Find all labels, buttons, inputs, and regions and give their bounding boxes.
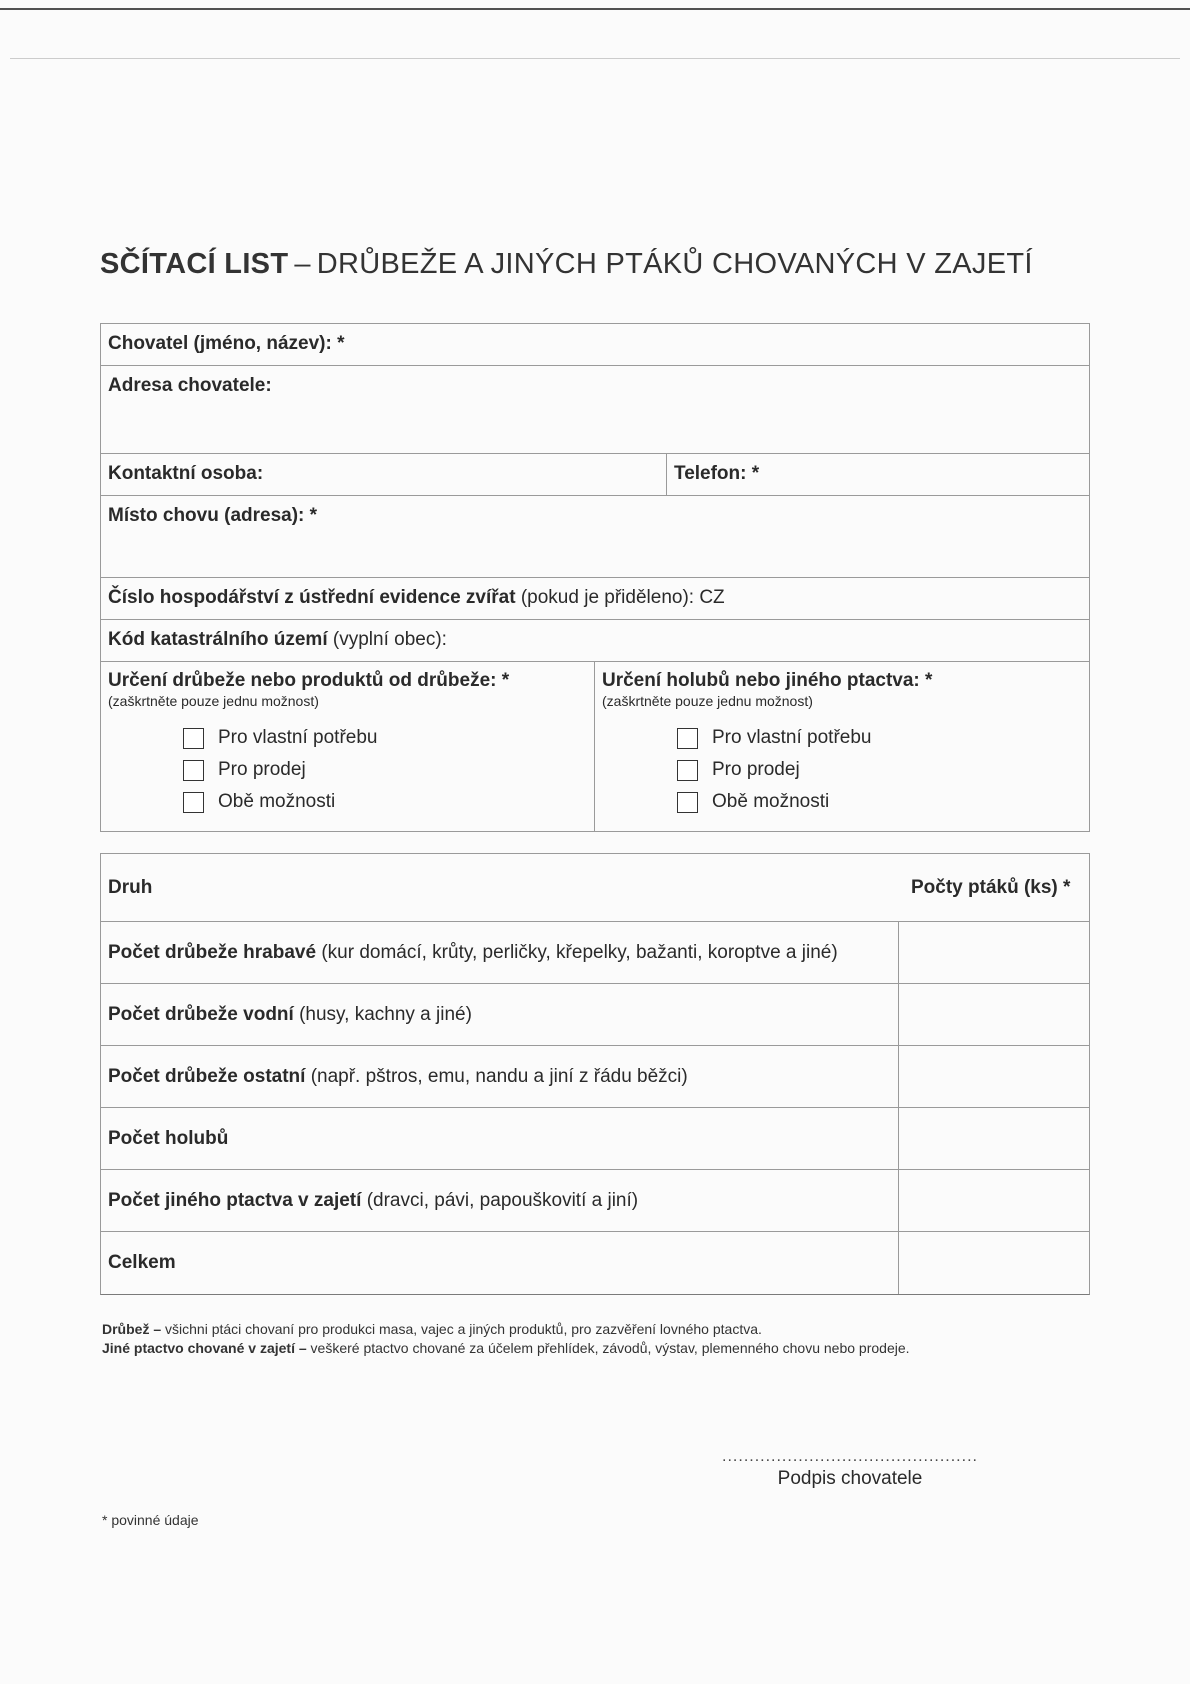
row-label-rest: (dravci, pávi, papouškovití a jiní) [366, 1189, 639, 1211]
table-row [101, 1108, 1089, 1170]
header-pocty: Počty ptáků (ks) * [911, 876, 1071, 898]
row-label-rest: (kur domácí, krůty, perličky, křepelky, bažanti, koroptve a jiné) [321, 941, 838, 963]
cislo-label-bold: Číslo hospodářství z ústřední evidence zvířat [108, 587, 516, 608]
holder-form [100, 323, 1090, 832]
row-chovatel[interactable] [101, 324, 1089, 366]
row-kod-katastru[interactable] [101, 620, 1089, 662]
telefon-label: Telefon: * [674, 463, 760, 484]
kod-label-rest: (vyplní obec): [332, 629, 447, 650]
choice-poultry-question: Určení drůbeže nebo produktů od drůbeže: * [108, 670, 510, 691]
kontakt-label: Kontaktní osoba: [108, 463, 264, 484]
count-cell[interactable] [899, 1108, 1089, 1169]
telefon-field[interactable] [667, 454, 1089, 495]
header-druh: Druh [108, 876, 153, 898]
table-row [101, 1170, 1089, 1232]
note-drubez-term: Drůbež – [102, 1321, 162, 1337]
signature-block [700, 1448, 1000, 1490]
checkbox[interactable] [677, 760, 698, 781]
adresa-label: Adresa chovatele: [108, 375, 272, 396]
note-jine-ptactvo [102, 1339, 910, 1358]
option-label: Obě možnosti [218, 791, 336, 812]
row-adresa[interactable] [101, 366, 1089, 454]
row-kontakt-telefon [101, 454, 1089, 496]
table-row [101, 984, 1089, 1046]
kod-label-bold: Kód katastrálního území [108, 629, 328, 650]
row-cislo-hospodarstvi[interactable] [101, 578, 1089, 620]
signature-label: Podpis chovatele [777, 1468, 923, 1489]
cislo-label-rest: (pokud je přiděleno): CZ [520, 587, 725, 608]
count-cell[interactable] [899, 1170, 1089, 1231]
row-label-bold: Počet holubů [108, 1127, 229, 1149]
checkbox[interactable] [677, 792, 698, 813]
row-label-bold: Počet drůbeže ostatní [108, 1065, 306, 1087]
page-title [100, 248, 1033, 281]
total-cell[interactable] [899, 1232, 1089, 1294]
note-drubez-text: všichni ptáci chovaní pro produkci masa, vajec a jiných produktů, pro zazvěření lovného ptactva. [165, 1321, 762, 1337]
chovatel-label: Chovatel (jméno, název): * [108, 333, 345, 354]
row-misto[interactable] [101, 496, 1089, 578]
count-cell[interactable] [899, 984, 1089, 1045]
definitions-notes [102, 1320, 910, 1358]
scan-edge-line-faint [10, 58, 1180, 59]
row-label-rest: (husy, kachny a jiné) [299, 1003, 472, 1025]
pigeon-option[interactable] [677, 754, 1082, 786]
table-row [101, 1046, 1089, 1108]
row-label-bold: Celkem [108, 1252, 176, 1273]
table-header [101, 854, 1089, 922]
choice-pigeons [595, 662, 1089, 831]
choice-pigeons-question: Určení holubů nebo jiného ptactva: * [602, 670, 933, 691]
choice-poultry [101, 662, 595, 831]
pigeon-option[interactable] [677, 786, 1082, 818]
title-bold: SČÍTACÍ LIST [100, 248, 289, 280]
table-row-total [101, 1232, 1089, 1294]
checkbox[interactable] [183, 760, 204, 781]
choice-poultry-hint: (zaškrtněte pouze jednu možnost) [108, 693, 319, 709]
checkbox[interactable] [183, 792, 204, 813]
kontakt-field[interactable] [101, 454, 667, 495]
misto-label: Místo chovu (adresa): * [108, 505, 318, 526]
signature-line[interactable]: ............................................... [722, 1448, 978, 1465]
poultry-option[interactable] [183, 786, 587, 818]
option-label: Obě možnosti [712, 791, 830, 812]
count-cell[interactable] [899, 922, 1089, 983]
checkbox[interactable] [677, 728, 698, 749]
option-label: Pro prodej [218, 759, 306, 780]
row-label-rest: (např. pštros, emu, nandu a jiní z řádu běžci) [310, 1065, 688, 1087]
poultry-option[interactable] [183, 722, 587, 754]
choice-pigeons-hint: (zaškrtněte pouze jednu možnost) [602, 693, 813, 709]
option-label: Pro vlastní potřebu [712, 727, 872, 748]
option-label: Pro vlastní potřebu [218, 727, 378, 748]
note-drubez [102, 1320, 910, 1339]
row-label-bold: Počet jiného ptactva v zajetí [108, 1189, 362, 1211]
row-label-bold: Počet drůbeže vodní [108, 1003, 294, 1025]
count-cell[interactable] [899, 1046, 1089, 1107]
option-label: Pro prodej [712, 759, 800, 780]
title-rest: DRŮBEŽE A JINÝCH PTÁKŮ CHOVANÝCH V ZAJETÍ [316, 248, 1033, 280]
title-dash: – [294, 248, 311, 280]
table-row [101, 922, 1089, 984]
row-urceni [101, 662, 1089, 832]
note-jine-term: Jiné ptactvo chované v zajetí – [102, 1340, 307, 1356]
pigeon-option[interactable] [677, 722, 1082, 754]
note-jine-text: veškeré ptactvo chované za účelem přehlídek, závodů, výstav, plemenného chovu nebo prodeje. [310, 1340, 910, 1356]
mandatory-footnote: * povinné údaje [102, 1512, 199, 1528]
bird-count-table [100, 853, 1090, 1295]
scan-edge-line [0, 8, 1190, 10]
poultry-option[interactable] [183, 754, 587, 786]
row-label-bold: Počet drůbeže hrabavé [108, 941, 317, 963]
checkbox[interactable] [183, 728, 204, 749]
